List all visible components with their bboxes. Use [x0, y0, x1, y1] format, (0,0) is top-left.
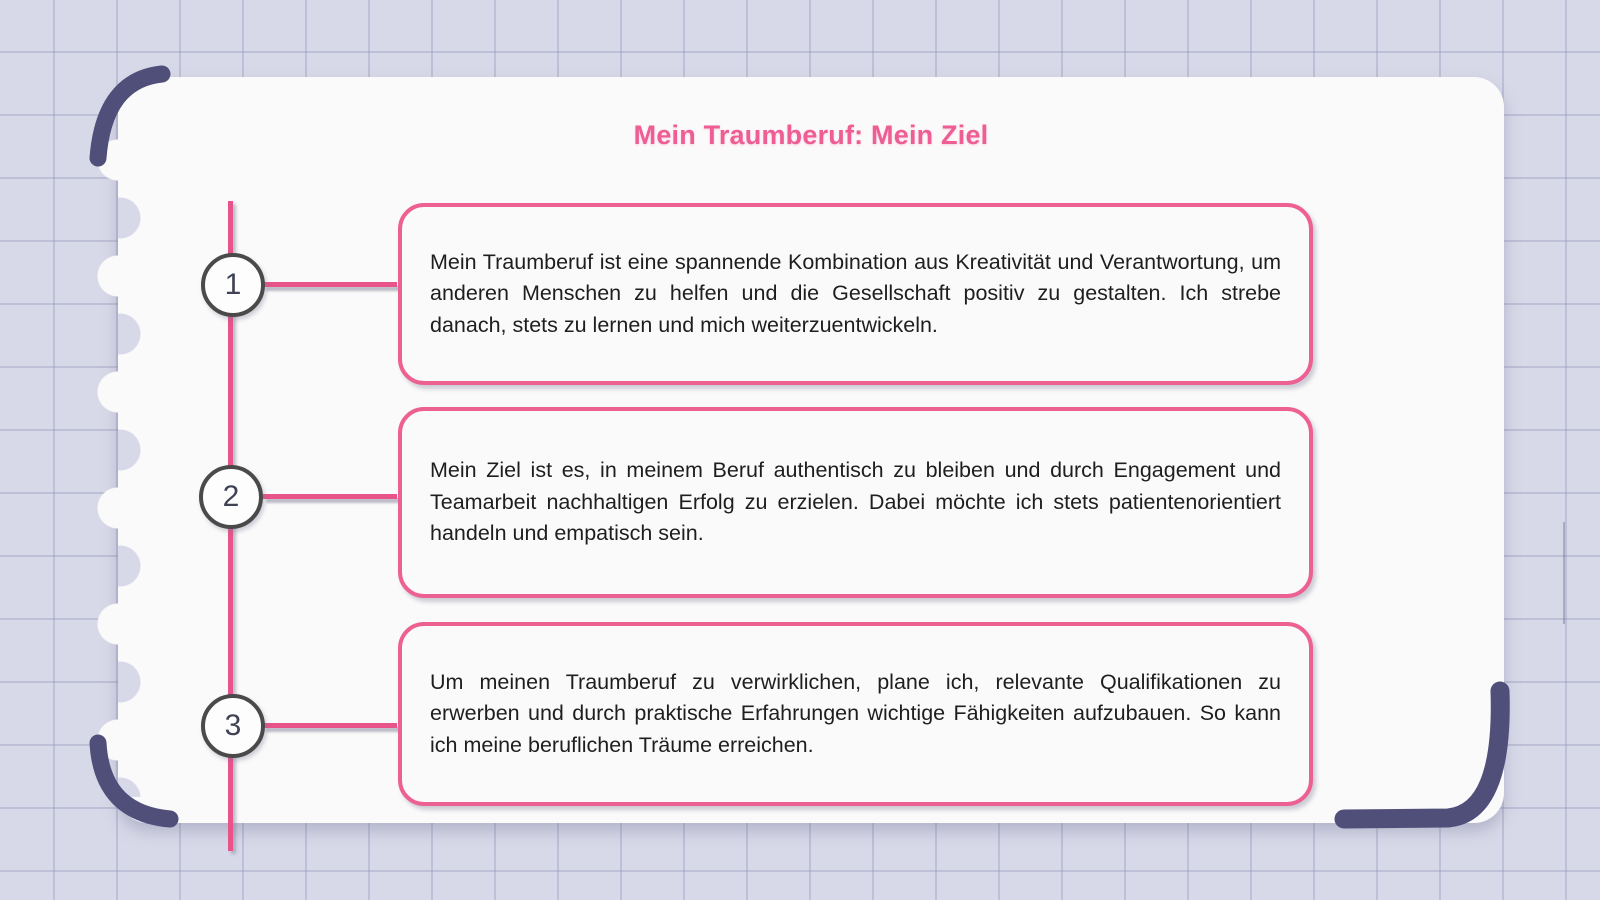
node-number-2: 2 [222, 480, 240, 513]
grid-accent-stroke [1563, 522, 1565, 624]
timeline-node-2 [199, 465, 263, 529]
textbox-2-text: Mein Ziel ist es, in meinem Beruf authentisch zu bleiben und durch Engagement und Teamarbeit nachhaltigen Erfolg zu erzielen. Dabei möchte ich stets patientenorientiert handeln und empatisch sein. [430, 458, 1281, 546]
timeline-node-1 [201, 253, 265, 317]
node-number-1: 1 [224, 268, 242, 301]
timeline-textbox-3 [398, 622, 1313, 806]
connector-item-2 [263, 494, 397, 499]
connector-item-3 [263, 723, 397, 728]
timeline-node-3 [201, 694, 265, 758]
corner-bracket-top-left-icon [82, 58, 182, 168]
corner-bracket-bottom-right-icon [1328, 663, 1523, 838]
connector-item-1 [263, 282, 397, 287]
textbox-3-text: Um meinen Traumberuf zu verwirklichen, plane ich, relevante Qualifikationen zu erwerben und durch praktische Erfahrungen wichtige Fähigkeiten aufzubauen. So kann ich meine beruflichen Träume erreichen. [430, 669, 1281, 757]
timeline-textbox-1 [398, 203, 1313, 385]
timeline-textbox-2 [398, 407, 1313, 598]
torn-edge-notches [118, 197, 144, 797]
corner-bracket-bottom-left-icon [82, 733, 182, 833]
node-number-3: 3 [224, 709, 242, 742]
page-title: Mein Traumberuf: Mein Ziel [633, 120, 989, 150]
textbox-1-text: Mein Traumberuf ist eine spannende Kombination aus Kreativität und Verantwortung, um anderen Menschen zu helfen und die Gesellschaft positiv zu gestalten. Ich strebe danach, stets zu lernen und mich weiterzuentwickeln. [430, 249, 1281, 337]
